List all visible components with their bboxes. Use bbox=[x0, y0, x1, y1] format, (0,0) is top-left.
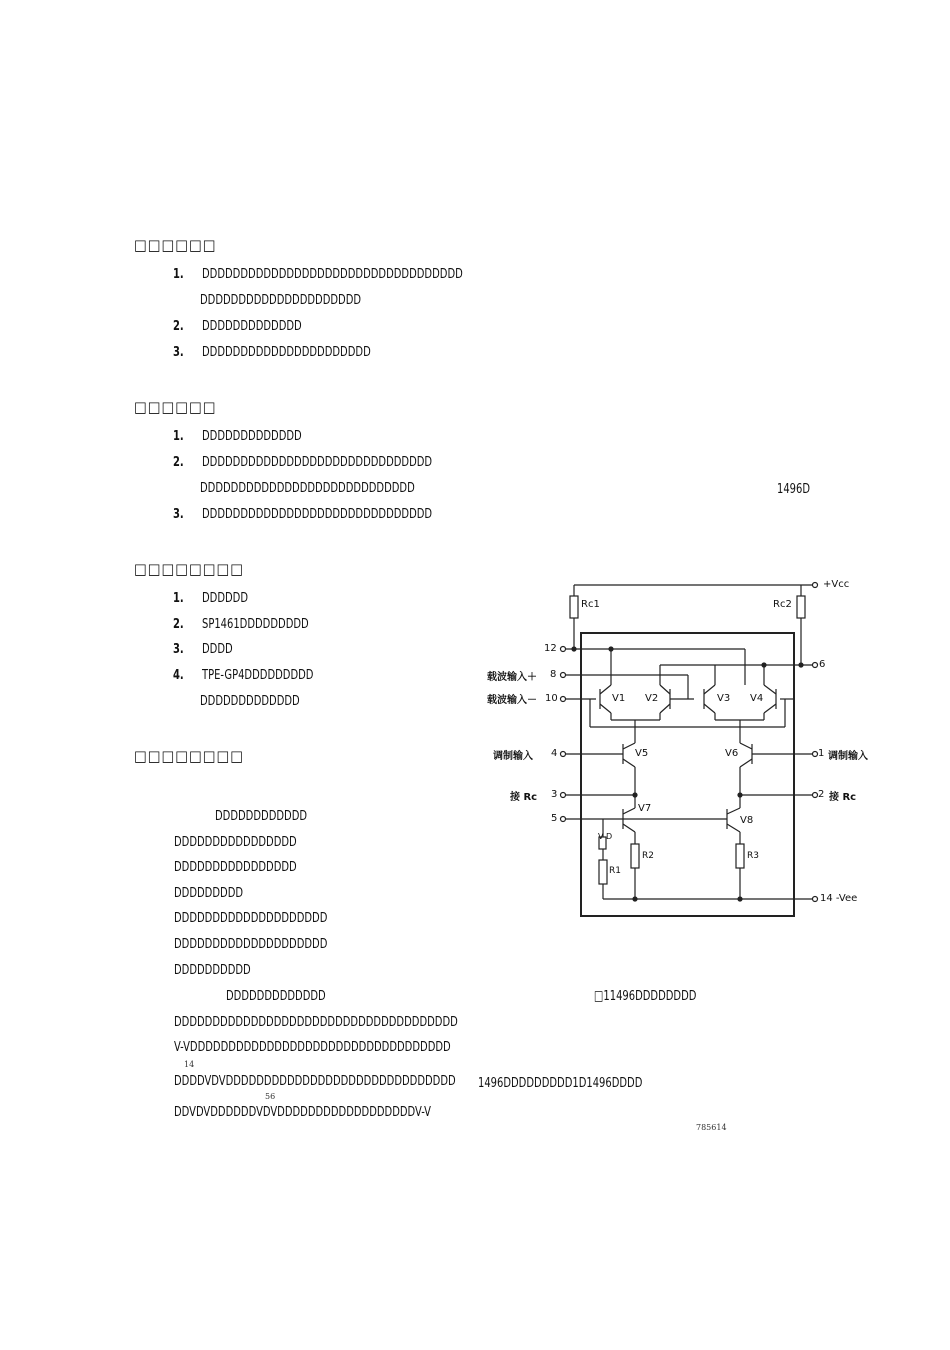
s4-line-7: DDDDDDDDDD bbox=[174, 962, 251, 978]
tiny-label-14: 14 bbox=[184, 1060, 195, 1069]
s3-item-4-cont: DDDDDDDDDDDDD bbox=[200, 693, 300, 709]
s4-line-9: DDDDDDDDDDDDDDDDDDDDDDDDDDDDDDDDDDDDD bbox=[174, 1014, 458, 1030]
s3-item-3-num: 3. bbox=[173, 641, 184, 657]
transistor-v3 bbox=[704, 665, 715, 713]
label-mod-in-right: 调制输入 bbox=[828, 751, 868, 762]
section-1-title: □□□□□□ bbox=[134, 236, 217, 254]
s4-line-3: DDDDDDDDDDDDDDDD bbox=[174, 859, 297, 875]
rc1-resistor bbox=[570, 596, 578, 618]
s2-item-1-text: DDDDDDDDDDDDD bbox=[202, 428, 302, 444]
s2-item-3-num: 3. bbox=[173, 506, 184, 522]
s1-item-3-text: DDDDDDDDDDDDDDDDDDDDDD bbox=[202, 344, 371, 360]
transistor-v8 bbox=[727, 808, 740, 832]
label-v2: V2 bbox=[645, 693, 659, 704]
label-vd: V D bbox=[598, 832, 613, 841]
s3-item-1-text: DDDDDD bbox=[202, 590, 249, 606]
section-2-title: □□□□□□ bbox=[134, 398, 217, 416]
section-3-title: □□□□□□□□ bbox=[134, 560, 245, 578]
transistor-v6 bbox=[740, 743, 752, 767]
diode-vd bbox=[599, 837, 606, 849]
label-v7: V7 bbox=[638, 803, 652, 814]
s2-item-2-text: DDDDDDDDDDDDDDDDDDDDDDDDDDDDDD bbox=[202, 454, 433, 470]
label-v5: V5 bbox=[635, 748, 649, 759]
s4-line-2: DDDDDDDDDDDDDDDD bbox=[174, 834, 297, 850]
label-vee: 14 -Vee bbox=[820, 893, 858, 904]
label-v1: V1 bbox=[612, 693, 626, 704]
label-r3: R3 bbox=[747, 851, 759, 861]
label-p12: 12 bbox=[544, 643, 557, 654]
figure-code: 785614 bbox=[696, 1123, 727, 1132]
label-r1: R1 bbox=[609, 866, 621, 876]
s3-item-4-text: TPE-GP4DDDDDDDDD bbox=[202, 667, 314, 683]
label-v4: V4 bbox=[750, 693, 764, 704]
s3-item-3-text: DDDD bbox=[202, 641, 233, 657]
label-p1: 1 bbox=[818, 748, 825, 759]
s3-item-2-num: 2. bbox=[173, 616, 184, 632]
label-p5: 5 bbox=[551, 813, 558, 824]
r3-resistor bbox=[736, 844, 744, 868]
s4-line-6: DDDDDDDDDDDDDDDDDDDD bbox=[174, 936, 328, 952]
s1-item-3-num: 3. bbox=[173, 344, 184, 360]
label-rc-right: 接 Rc bbox=[829, 792, 857, 803]
s4-line-8: DDDDDDDDDDDDD bbox=[226, 988, 326, 1004]
figure-caption: □11496DDDDDDDD bbox=[594, 988, 697, 1004]
transistor-v5 bbox=[623, 743, 635, 767]
label-vcc: +Vcc bbox=[823, 579, 850, 590]
transistor-v2 bbox=[660, 685, 670, 713]
chip-outline bbox=[581, 633, 794, 916]
s4-line-4: DDDDDDDDD bbox=[174, 885, 244, 901]
s4-line-5: DDDDDDDDDDDDDDDDDDDD bbox=[174, 910, 328, 926]
label-r2: R2 bbox=[642, 851, 654, 861]
label-rc1: Rc1 bbox=[581, 599, 600, 610]
s2-item-1-num: 1. bbox=[173, 428, 184, 444]
s2-item-3-text: DDDDDDDDDDDDDDDDDDDDDDDDDDDDDD bbox=[202, 506, 433, 522]
s2-item-2-num: 2. bbox=[173, 454, 184, 470]
s4-line-10: V-VDDDDDDDDDDDDDDDDDDDDDDDDDDDDDDDDDD bbox=[174, 1039, 451, 1055]
tiny-label-56: 56 bbox=[265, 1092, 276, 1101]
label-v6: V6 bbox=[725, 748, 739, 759]
section-4-title: □□□□□□□□ bbox=[134, 747, 245, 765]
r1-resistor bbox=[599, 860, 607, 884]
label-rc-left: 接 Rc bbox=[510, 792, 538, 803]
s4-line-11: DDDDVDVDDDDDDDDDDDDDDDDDDDDDDDDDDDDDD bbox=[174, 1073, 456, 1089]
label-carrier-in-n: 载波输入－ bbox=[487, 695, 537, 706]
s3-item-4-num: 4. bbox=[173, 667, 184, 683]
label-rc2: Rc2 bbox=[773, 599, 792, 610]
s2-item-2-side: 1496D bbox=[777, 481, 811, 497]
s3-item-1-num: 1. bbox=[173, 590, 184, 606]
label-p2: 2 bbox=[818, 789, 825, 800]
s1-item-2-num: 2. bbox=[173, 318, 184, 334]
s1-item-1-cont: DDDDDDDDDDDDDDDDDDDDD bbox=[200, 292, 362, 308]
label-p4: 4 bbox=[551, 748, 558, 759]
label-v3: V3 bbox=[717, 693, 731, 704]
s4-line-12: DDVDVDDDDDDVDVDDDDDDDDDDDDDDDDDDV-V bbox=[174, 1104, 431, 1120]
figure-note: 1496DDDDDDDDD1D1496DDDD bbox=[478, 1075, 643, 1091]
label-mod-in-left: 调制输入 bbox=[493, 751, 533, 762]
s1-item-1-text: DDDDDDDDDDDDDDDDDDDDDDDDDDDDDDDDDD bbox=[202, 266, 463, 282]
transistor-v4 bbox=[764, 685, 776, 713]
transistor-v7 bbox=[623, 808, 635, 832]
s3-item-2-text: SP1461DDDDDDDDD bbox=[202, 616, 309, 632]
rc2-resistor bbox=[797, 596, 805, 618]
s2-item-2-cont: DDDDDDDDDDDDDDDDDDDDDDDDDDDD bbox=[200, 480, 415, 496]
r2-resistor bbox=[631, 844, 639, 868]
transistor-v1 bbox=[600, 685, 611, 713]
label-carrier-in-p: 载波输入＋ bbox=[487, 672, 537, 683]
label-v8: V8 bbox=[740, 815, 754, 826]
label-p8: 8 bbox=[550, 669, 557, 680]
label-p6: 6 bbox=[819, 659, 826, 670]
s1-item-1-num: 1. bbox=[173, 266, 184, 282]
label-p10: 10 bbox=[545, 693, 558, 704]
s1-item-2-text: DDDDDDDDDDDDD bbox=[202, 318, 302, 334]
s4-line-1: DDDDDDDDDDDD bbox=[215, 808, 308, 824]
label-p3: 3 bbox=[551, 789, 558, 800]
